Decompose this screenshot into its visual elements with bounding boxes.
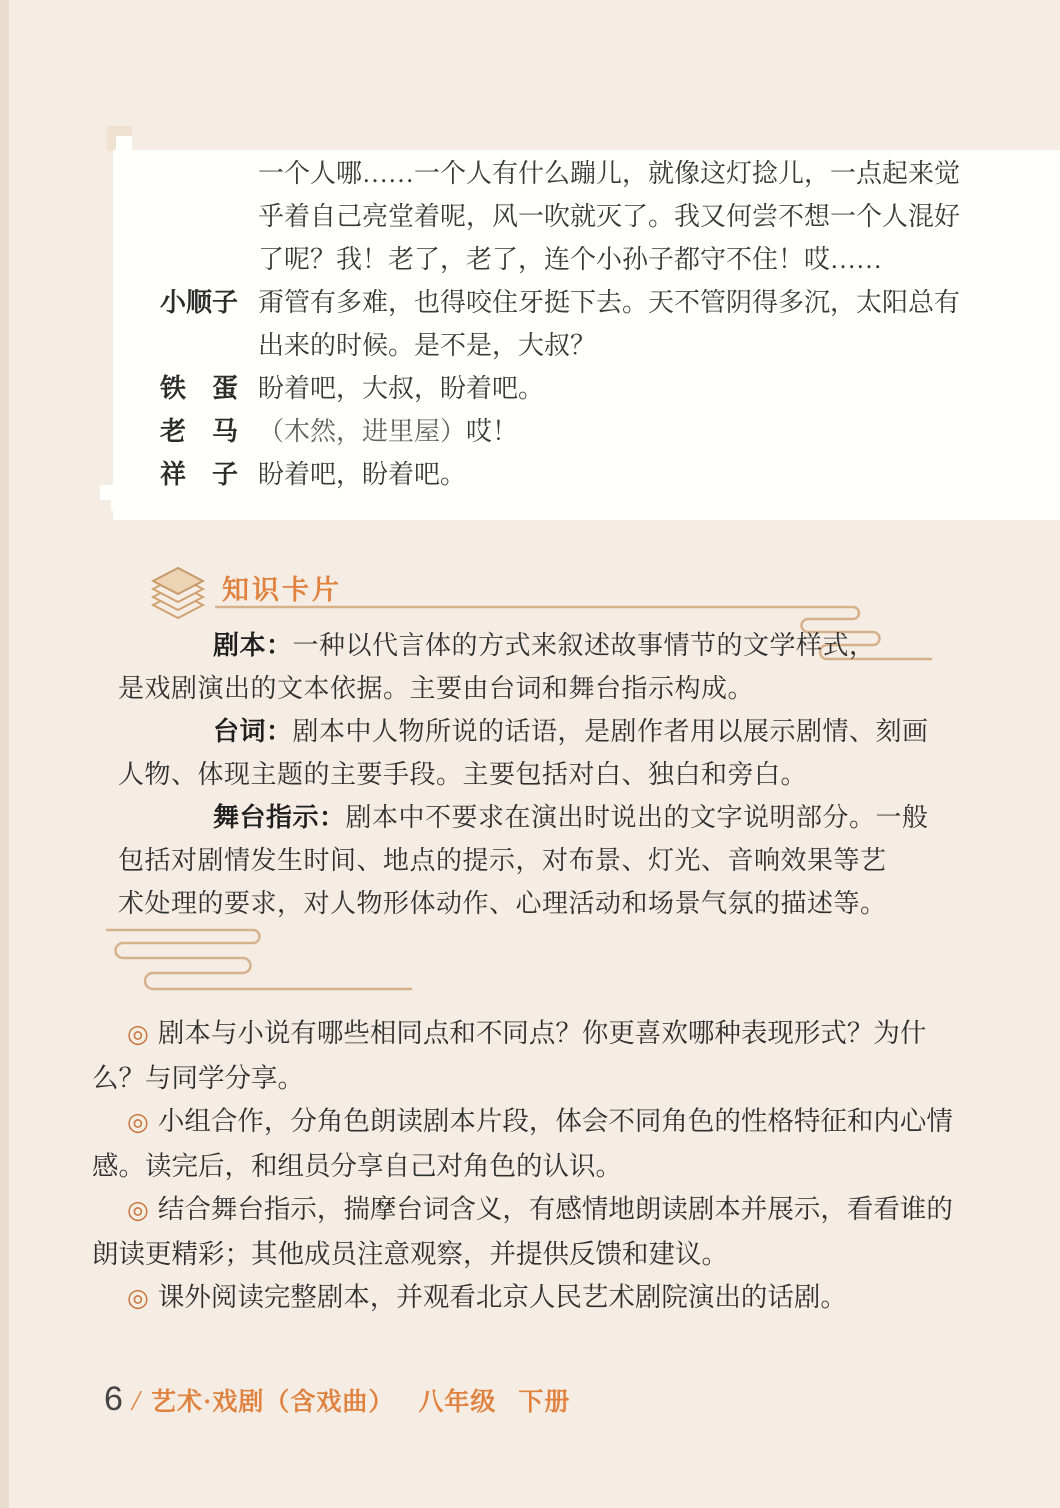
bullet-icon: ◎ [127,1285,149,1312]
page-edge-shade [0,0,9,1508]
activity-item: ◎ 课外阅读完整剧本，并观看北京人民艺术剧院演出的话剧。 [127,1282,847,1312]
activity-item: ◎ 小组合作，分角色朗读剧本片段，体会不同角色的性格特征和内心情 [127,1106,953,1136]
card-entry-line: 剧本：一种以代言体的方式来叙述故事情节的文学样式， [213,631,876,660]
dialogue-line: 出来的时候。是不是，大叔？ [258,331,597,360]
term-juben: 剧本： [213,631,293,660]
speech-laoma [113,410,1060,453]
card-entry-line: 台词：剧本中人物所说的话语，是剧作者用以展示剧情、刻画 [213,717,929,746]
card-entry-line: 包括对剧情发生时间、地点的提示，对布景、灯光、音响效果等艺 [118,846,887,875]
dialogue-line: 一个人哪……一个人有什么蹦儿，就像这灯捻儿，一点起来觉 [258,159,961,188]
speaker-name: 小顺子 [160,287,239,317]
footer-separator: / [131,1385,140,1417]
card-entry-line: 人物、体现主题的主要手段。主要包括对白、独白和旁白。 [118,760,808,789]
activity-item: ◎ 结合舞台指示，揣摩台词含义，有感情地朗读剧本并展示，看看谁的 [127,1194,953,1224]
term-wutaizhishi: 舞台指示： [213,803,346,832]
cloud-scroll-motif [93,922,415,992]
bullet-icon: ◎ [127,1109,149,1136]
dialogue-after-direction: 哎！ [466,417,519,446]
speech-xiangzi [113,453,1060,496]
book-title: 艺术·戏剧（含戏曲） [150,1389,395,1416]
dialogue-line: 盼着吧，盼着吧。 [258,460,467,489]
knowledge-card-title: 知识卡片 [222,575,342,605]
knowledge-card-body [118,624,928,925]
dialogue-line [258,410,518,453]
card-entry-line: 舞台指示：剧本中不要求在演出时说出的文字说明部分。一般 [213,803,929,832]
activity-item-continuation: 感。读完后，和组员分享自己对角色的认识。 [92,1150,622,1181]
script-excerpt-box [113,150,1060,520]
card-entry-line: 术处理的要求，对人物形体动作、心理活动和场景气氛的描述等。 [118,889,887,918]
grade-label: 八年级 [418,1389,497,1416]
stage-direction: （木然，进里屋） [258,417,467,446]
bullet-icon: ◎ [127,1021,149,1048]
activities-list [92,1012,972,1321]
dialogue-line: 甭管有多难，也得咬住牙挺下去。天不管阴得多沉，太阳总有 [258,288,961,317]
dialogue-line: 了呢？我！老了，老了，连个小孙子都守不住！哎…… [258,245,883,274]
page-footer [104,1380,570,1419]
activity-item-continuation: 朗读更精彩；其他成员注意观察，并提供反馈和建议。 [92,1238,728,1269]
volume-label: 下册 [518,1389,571,1416]
speech-tiedan [113,367,1060,410]
activity-item-continuation: 么？与同学分享。 [92,1062,304,1093]
dialogue-line: 盼着吧，大叔，盼着吧。 [258,374,545,403]
speaker-name: 老 马 [160,416,239,446]
card-entry-line: 是戏剧演出的文本依据。主要由台词和舞台指示构成。 [118,674,755,703]
speaker-name [113,152,258,281]
corner-square-decoration [111,497,124,510]
speaker-name: 铁 蛋 [160,373,239,403]
page-number: 6 [104,1380,123,1418]
activity-item: ◎ 剧本与小说有哪些相同点和不同点？你更喜欢哪种表现形式？为什 [127,1018,927,1048]
bullet-icon: ◎ [127,1197,149,1224]
speech-xiaoshunzi [113,281,1060,367]
speech-continuation [113,152,1060,281]
dialogue-line: 乎着自己亮堂着呢，风一吹就灭了。我又何尝不想一个人混好 [258,202,961,231]
term-taici: 台词： [213,717,293,746]
speaker-name: 祥 子 [160,459,239,489]
layered-cards-icon [150,566,206,624]
